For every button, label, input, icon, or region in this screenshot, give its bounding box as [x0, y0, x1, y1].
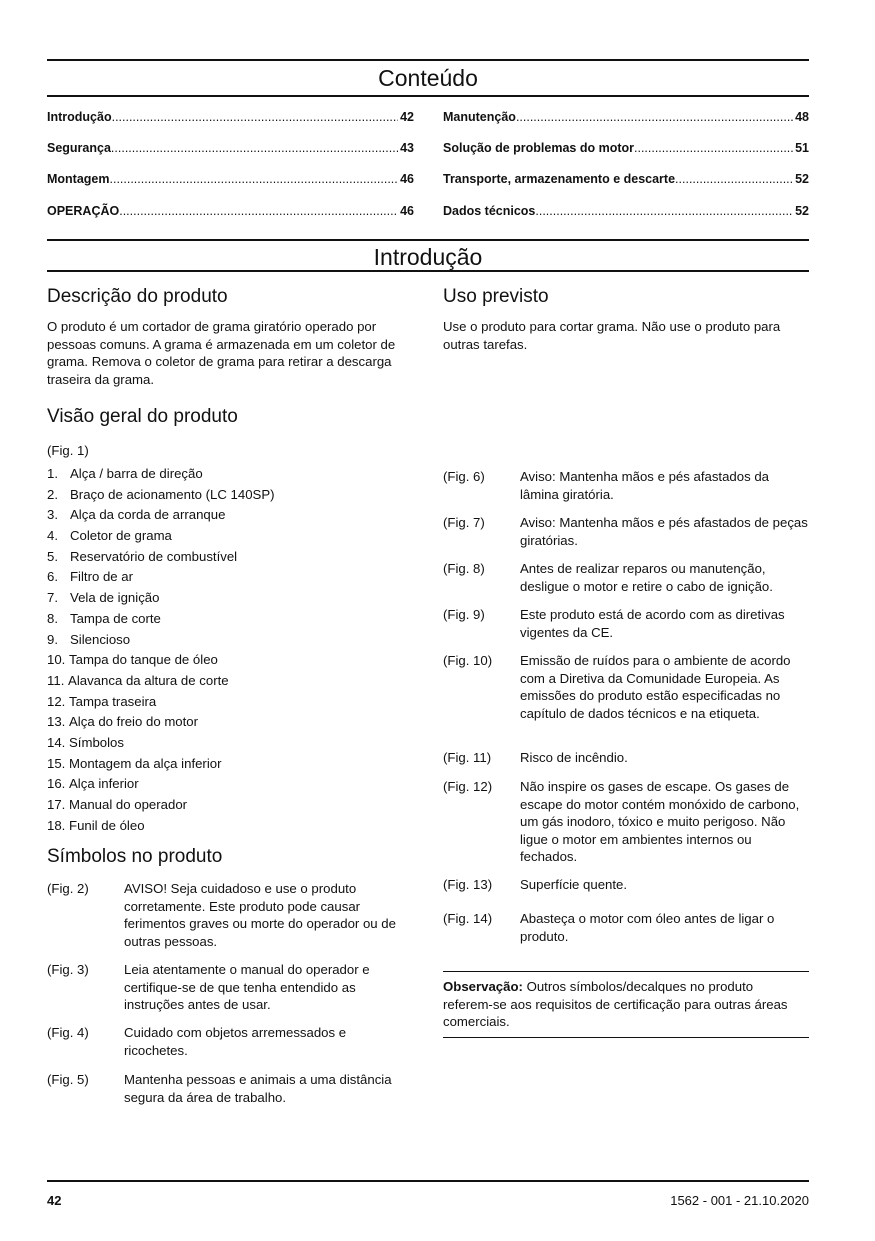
- symbol-row: [443, 778, 809, 866]
- toc-entry-technical-data[interactable]: [443, 203, 809, 219]
- intro-title-rule: [47, 270, 809, 272]
- note-text: Outros símbolos/decalques no produto referem-se aos requisitos de certificação para outras áreas comerciais.: [443, 979, 788, 1029]
- toc-entry-label: Manutenção: [443, 110, 516, 124]
- toc-entry-operation[interactable]: [47, 203, 414, 219]
- toc-entry-maintenance[interactable]: [443, 109, 809, 125]
- symbol-text: Aviso: Mantenha mãos e pés afastados de peças giratórias.: [520, 515, 808, 548]
- symbol-fig-ref: (Fig. 14): [443, 911, 493, 926]
- product-description-heading: Descrição do produto: [47, 286, 228, 307]
- symbol-text: Risco de incêndio.: [520, 750, 628, 765]
- note-bottom-rule: [443, 1037, 809, 1038]
- overview-list: [47, 464, 407, 836]
- symbol-text: AVISO! Seja cuidadoso e use o produto corretamente. Este produto pode causar ferimentos graves ou morte do operador ou de outras pessoas.: [124, 881, 396, 949]
- doc-id: 1562 - 001 - 21.10.2020: [670, 1193, 809, 1208]
- list-item: 16. Alça inferior: [47, 776, 139, 792]
- toc-entry-page: 42: [400, 110, 414, 124]
- list-item: 14. Símbolos: [47, 734, 124, 750]
- toc-entry-page: 52: [795, 204, 809, 218]
- product-description-text: O produto é um cortador de grama giratório operado por pessoas comuns. A grama é armazenada em um coletor de grama. Remova o coletor de grama para retirar a descarga traseira da grama.: [47, 319, 396, 387]
- list-item: 18. Funil de óleo: [47, 817, 145, 833]
- list-item: 10. Tampa do tanque de óleo: [47, 652, 218, 668]
- toc-entry-label: Transporte, armazenamento e descarte: [443, 172, 676, 186]
- symbol-fig-ref: (Fig. 11): [443, 750, 492, 765]
- list-item: 13. Alça do freio do motor: [47, 714, 199, 730]
- symbol-row: [443, 560, 809, 595]
- intended-use-heading: Uso previsto: [443, 286, 549, 307]
- symbol-row: [443, 749, 809, 767]
- symbol-row: [443, 514, 809, 549]
- symbol-text: Não inspire os gases de escape. Os gases de escape do motor contém monóxido de carbono, um gás inodoro, tóxico e muito perigoso. Não ligue o motor em ambientes internos ou fechados.: [520, 779, 800, 864]
- symbol-row: [443, 910, 809, 945]
- toc-entry-label: Montagem: [47, 172, 110, 186]
- list-item: 7. Vela de ignição: [47, 590, 160, 606]
- symbol-row: [47, 1024, 409, 1059]
- contents-title: Conteúdo: [378, 65, 478, 91]
- intro-top-rule: [47, 239, 809, 241]
- toc-entry-page: 46: [400, 172, 414, 186]
- toc-entry-assembly[interactable]: [47, 171, 414, 187]
- toc-entry-label: OPERAÇÃO: [47, 204, 120, 218]
- note: [443, 978, 803, 1031]
- list-item: 2. Braço de acionamento (LC 140SP): [47, 486, 275, 502]
- list-item: 6. Filtro de ar: [47, 569, 134, 585]
- symbol-text: Este produto está de acordo com as diretivas vigentes da CE.: [520, 607, 785, 640]
- symbols-heading: Símbolos no produto: [47, 846, 223, 867]
- symbol-row: [47, 961, 409, 1014]
- symbol-fig-ref: (Fig. 7): [443, 515, 485, 530]
- toc-entry-intro[interactable]: [47, 109, 414, 125]
- symbol-fig-ref: (Fig. 3): [47, 962, 89, 977]
- symbol-text: Leia atentamente o manual do operador e certifique-se de que tenha entendido as instruções antes de usar.: [124, 962, 370, 1012]
- top-rule: [47, 59, 809, 61]
- symbol-text: Superfície quente.: [520, 877, 628, 892]
- toc-entry-page: 43: [400, 141, 414, 155]
- list-item: 17. Manual do operador: [47, 797, 188, 812]
- toc-entry-label: Segurança: [47, 141, 111, 155]
- toc-entry-page: 52: [795, 172, 809, 186]
- list-item: 12. Tampa traseira: [47, 693, 157, 709]
- list-item: 8. Tampa de corte: [47, 610, 161, 626]
- toc-entry-label: Introdução: [47, 110, 112, 124]
- symbol-fig-ref: (Fig. 9): [443, 607, 485, 622]
- symbol-fig-ref: (Fig. 6): [443, 469, 485, 484]
- list-item: 5. Reservatório de combustível: [47, 548, 238, 564]
- symbol-fig-ref: (Fig. 8): [443, 561, 485, 576]
- list-item: 9. Silencioso: [47, 631, 131, 647]
- note-label: Observação:: [443, 979, 523, 994]
- symbol-fig-ref: (Fig. 5): [47, 1072, 89, 1087]
- symbol-text: Emissão de ruídos para o ambiente de acordo com a Diretiva da Comunidade Europeia. As emissões do produto estão especificadas no capítulo de dados técnicos e na etiqueta.: [520, 653, 791, 721]
- symbol-fig-ref: (Fig. 10): [443, 653, 493, 668]
- symbol-text: Cuidado com objetos arremessados e ricochetes.: [124, 1025, 347, 1058]
- page-number: 42: [47, 1193, 62, 1208]
- intro-title: Introdução: [373, 244, 483, 270]
- list-item: 4. Coletor de grama: [47, 528, 172, 544]
- intended-use-text: Use o produto para cortar grama. Não use o produto para outras tarefas.: [443, 319, 781, 352]
- list-item: 3. Alça da corda de arranque: [47, 507, 226, 523]
- list-item: 15. Montagem da alça inferior: [47, 755, 222, 771]
- overview-heading: Visão geral do produto: [47, 406, 238, 427]
- symbol-fig-ref: (Fig. 4): [47, 1025, 89, 1040]
- symbol-row: [443, 876, 809, 894]
- toc-entry-transport[interactable]: [443, 171, 809, 187]
- symbol-row: [47, 1071, 409, 1106]
- toc-entry-safety[interactable]: [47, 140, 414, 156]
- toc-entry-troubleshooting[interactable]: [443, 140, 809, 156]
- toc-entry-page: 48: [795, 110, 809, 124]
- symbol-text: Aviso: Mantenha mãos e pés afastados da lâmina giratória.: [520, 469, 770, 502]
- toc-entry-label: Solução de problemas do motor: [443, 141, 634, 155]
- list-item: 11. Alavanca da altura de corte: [47, 672, 229, 688]
- symbol-fig-ref: (Fig. 12): [443, 779, 493, 794]
- toc-entry-page: 46: [400, 204, 414, 218]
- symbol-text: Antes de realizar reparos ou manutenção, desligue o motor e retire o cabo de ignição.: [520, 561, 773, 594]
- symbol-row: [443, 652, 809, 722]
- symbol-fig-ref: (Fig. 2): [47, 881, 89, 896]
- symbol-text: Mantenha pessoas e animais a uma distância segura da área de trabalho.: [124, 1072, 392, 1105]
- contents-title-rule: [47, 95, 809, 97]
- toc-entry-page: 51: [795, 141, 809, 155]
- symbol-row: [443, 606, 809, 641]
- symbol-text: Abasteça o motor com óleo antes de ligar o produto.: [520, 911, 775, 944]
- symbol-fig-ref: (Fig. 13): [443, 877, 493, 892]
- note-top-rule: [443, 971, 809, 972]
- footer-rule: [47, 1180, 809, 1182]
- overview-fig-ref: (Fig. 1): [47, 443, 89, 458]
- symbol-row: [443, 468, 809, 503]
- toc-entry-label: Dados técnicos: [443, 204, 536, 218]
- list-item: 1. Alça / barra de direção: [47, 466, 203, 481]
- symbol-row: [47, 880, 409, 950]
